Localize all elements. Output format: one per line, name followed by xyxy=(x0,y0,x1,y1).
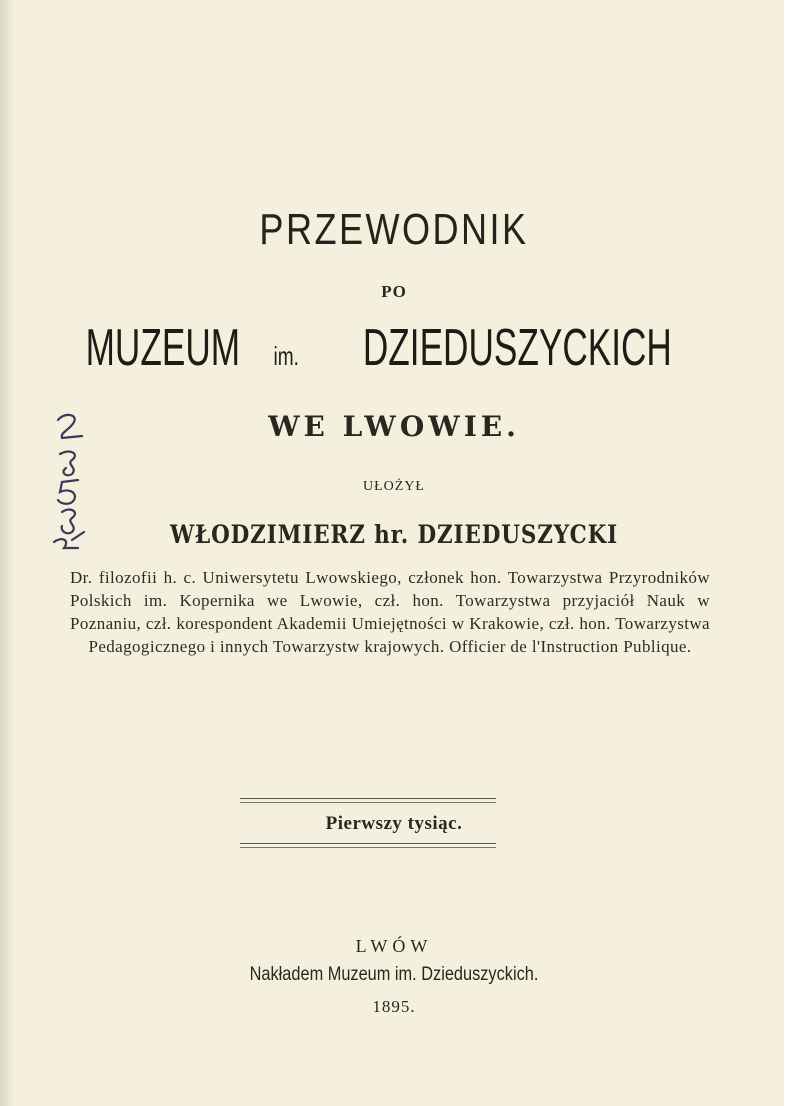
divider-bottom xyxy=(240,843,496,844)
publication-year: 1895. xyxy=(372,997,416,1016)
handwritten-catalog-number xyxy=(44,408,104,558)
title-museum: MUZEUM xyxy=(85,319,241,377)
edition-note: Pierwszy tysiąc. xyxy=(325,813,463,834)
author-credentials: Dr. filozofii h. c. Uniwersytetu Lwowskiego, członek hon. Towarzystwa Przyrodników Polskich im. Kopernika we Lwowie, czł. hon. Towarzystwa przyjaciół Nauk w Poznaniu, czł. korespondent Akademii Umiejętności w Krakowie, czł. hon. Towarzystwa Pedagogicznego i innych Towarzystw krajowych. Officier de l'Instruction Publique. xyxy=(70,568,710,656)
title-dzieduszyckich: DZIEDUSZYCKICH xyxy=(363,319,673,377)
divider-bottom-second xyxy=(240,847,496,848)
compiled-by-label: UŁOŻYŁ xyxy=(363,479,425,494)
title-po: PO xyxy=(381,282,407,301)
publication-place: LWÓW xyxy=(355,936,433,956)
title-line-2 xyxy=(0,318,788,378)
divider-top xyxy=(240,798,496,799)
title-line-1: PRZEWODNIK xyxy=(259,205,529,254)
title-im: im. xyxy=(273,341,300,371)
publisher: Nakładem Muzeum im. Dzieduszyckich. xyxy=(249,964,539,985)
divider-top-second xyxy=(240,802,496,803)
author-name: WŁODZIMIERZ hr. DZIEDUSZYCKI xyxy=(169,520,619,549)
title-line-3: WE LWOWIE. xyxy=(268,410,520,443)
